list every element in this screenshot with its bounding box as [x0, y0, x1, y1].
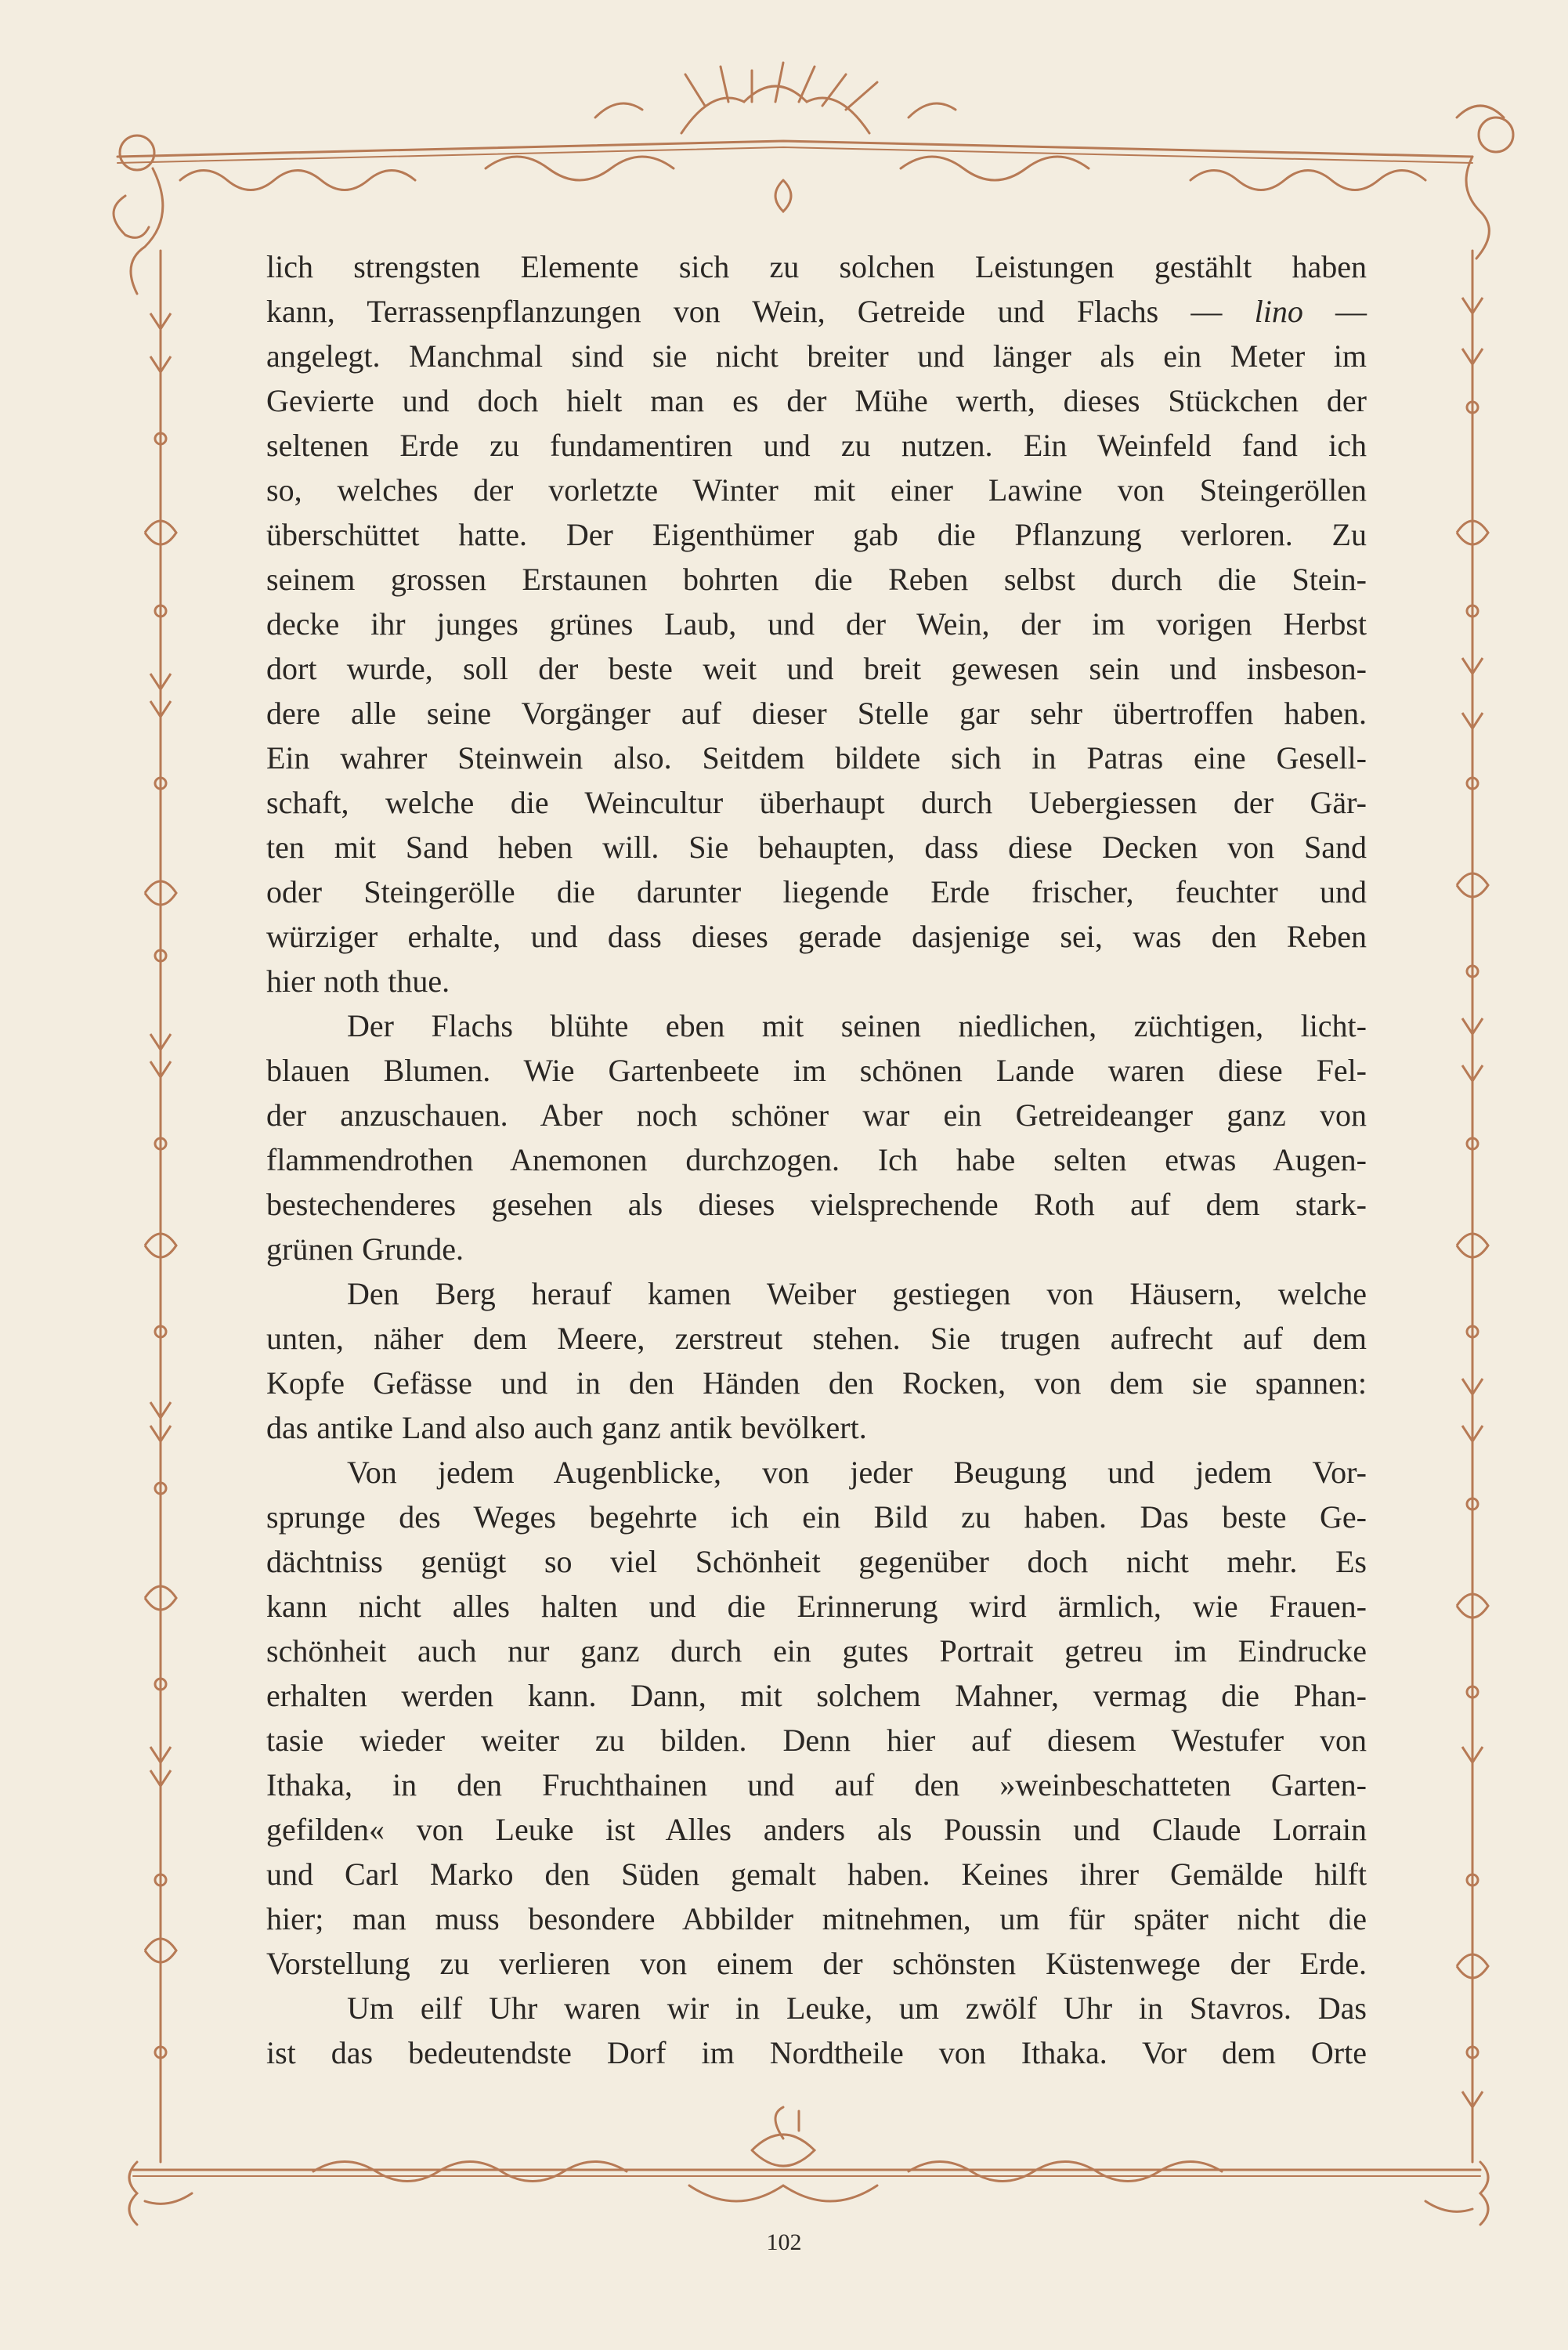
text-line: Um eilf Uhr waren wir in Leuke, um zwölf Uhr in Stavros. Das: [347, 1990, 1367, 2026]
text-line: das antike Land also auch ganz antik bevölkert.: [266, 1410, 867, 1445]
text-line: Der Flachs blühte eben mit seinen niedlichen, züchtigen, licht-: [347, 1008, 1367, 1043]
text-line: dächtniss genügt so viel Schönheit gegenüber doch nicht mehr. Es: [266, 1544, 1367, 1579]
text-line: oder Steingerölle die darunter liegende Erde frischer, feuchter und: [266, 874, 1367, 909]
text-line: bestechenderes gesehen als dieses vielsprechende Roth auf dem stark-: [266, 1187, 1367, 1222]
text-line: ten mit Sand heben will. Sie behaupten, dass diese Decken von Sand: [266, 830, 1367, 865]
text-line: seltenen Erde zu fundamentiren und zu nutzen. Ein Weinfeld fand ich: [266, 428, 1367, 463]
top-right-corner-ornament: [1457, 106, 1513, 258]
text-line: kann nicht alles halten und die Erinnerung wird ärmlich, wie Frauen-: [266, 1589, 1367, 1624]
text-line: Gevierte und doch hielt man es der Mühe werth, dieses Stückchen der: [266, 383, 1367, 418]
page-number: 102: [766, 2229, 802, 2255]
text-line: decke ihr junges grünes Laub, und der Wein, der im vorigen Herbst: [266, 606, 1367, 642]
body-text: [266, 244, 1367, 2075]
text-line: dere alle seine Vorgänger auf dieser Stelle gar sehr übertroffen haben.: [266, 696, 1367, 731]
text-line: kann, Terrassenpflanzungen von Wein, Getreide und Flachs — lino —: [266, 294, 1367, 329]
text-line: sprunge des Weges begehrte ich ein Bild zu haben. Das beste Ge-: [266, 1499, 1367, 1535]
text-line: Vorstellung zu verlieren von einem der schönsten Küstenwege der Erde.: [266, 1946, 1367, 1981]
text-line: gefilden« von Leuke ist Alles anders als Poussin und Claude Lorrain: [266, 1812, 1367, 1847]
text-line: überschüttet hatte. Der Eigenthümer gab die Pflanzung verloren. Zu: [266, 517, 1367, 552]
text-line: hier; man muss besondere Abbilder mitnehmen, um für später nicht die: [266, 1901, 1367, 1936]
text-line: angelegt. Manchmal sind sie nicht breiter und länger als ein Meter im: [266, 338, 1367, 374]
text-line: schaft, welche die Weincultur überhaupt durch Uebergiessen der Gär-: [266, 785, 1367, 820]
text-line: blauen Blumen. Wie Gartenbeete im schönen Lande waren diese Fel-: [266, 1053, 1367, 1088]
text-line: Ein wahrer Steinwein also. Seitdem bildete sich in Patras eine Gesell-: [266, 740, 1367, 776]
text-line: Kopfe Gefässe und in den Händen den Rocken, von dem sie spannen:: [266, 1365, 1367, 1401]
bottom-center-ornament: [689, 2107, 877, 2201]
top-border-line: [117, 141, 1472, 157]
text-line: tasie wieder weiter zu bilden. Denn hier auf diesem Westufer von: [266, 1723, 1367, 1758]
text-line: lich strengsten Elemente sich zu solchen Leistungen gestählt haben: [266, 249, 1367, 284]
text-line: hier noth thue.: [266, 964, 450, 999]
text-line: erhalten werden kann. Dann, mit solchem Mahner, vermag die Phan-: [266, 1678, 1367, 1713]
text-line: dort wurde, soll der beste weit und breit gewesen sein und insbeson-: [266, 651, 1367, 686]
text-line: flammendrothen Anemonen durchzogen. Ich habe selten etwas Augen-: [266, 1142, 1367, 1177]
text-line: so, welches der vorletzte Winter mit einer Lawine von Steingeröllen: [266, 472, 1367, 508]
text-line: seinem grossen Erstaunen bohrten die Reben selbst durch die Stein-: [266, 562, 1367, 597]
text-line: Den Berg herauf kamen Weiber gestiegen von Häusern, welche: [347, 1276, 1367, 1311]
text-line: Von jedem Augenblicke, von jeder Beugung und jedem Vor-: [347, 1455, 1367, 1490]
text-line: grünen Grunde.: [266, 1231, 464, 1267]
text-line: unten, näher dem Meere, zerstreut stehen. Sie trugen aufrecht auf dem: [266, 1321, 1367, 1356]
italic-word: lino: [1254, 294, 1303, 329]
text-line: schönheit auch nur ganz durch ein gutes Portrait getreu im Eindrucke: [266, 1633, 1367, 1668]
text-line: der anzuschauen. Aber noch schöner war ein Getreideanger ganz von: [266, 1097, 1367, 1133]
text-line: würziger erhalte, und dass dieses gerade dasjenige sei, was den Reben: [266, 919, 1367, 954]
text-line: Ithaka, in den Fruchthainen und auf den »weinbeschatteten Garten-: [266, 1767, 1367, 1802]
text-line: und Carl Marko den Süden gemalt haben. Keines ihrer Gemälde hilft: [266, 1856, 1367, 1892]
top-left-corner-ornament: [114, 136, 163, 294]
text-line: ist das bedeutendste Dorf im Nordtheile von Ithaka. Vor dem Orte: [266, 2035, 1367, 2070]
top-crest-ornament: [595, 63, 956, 212]
